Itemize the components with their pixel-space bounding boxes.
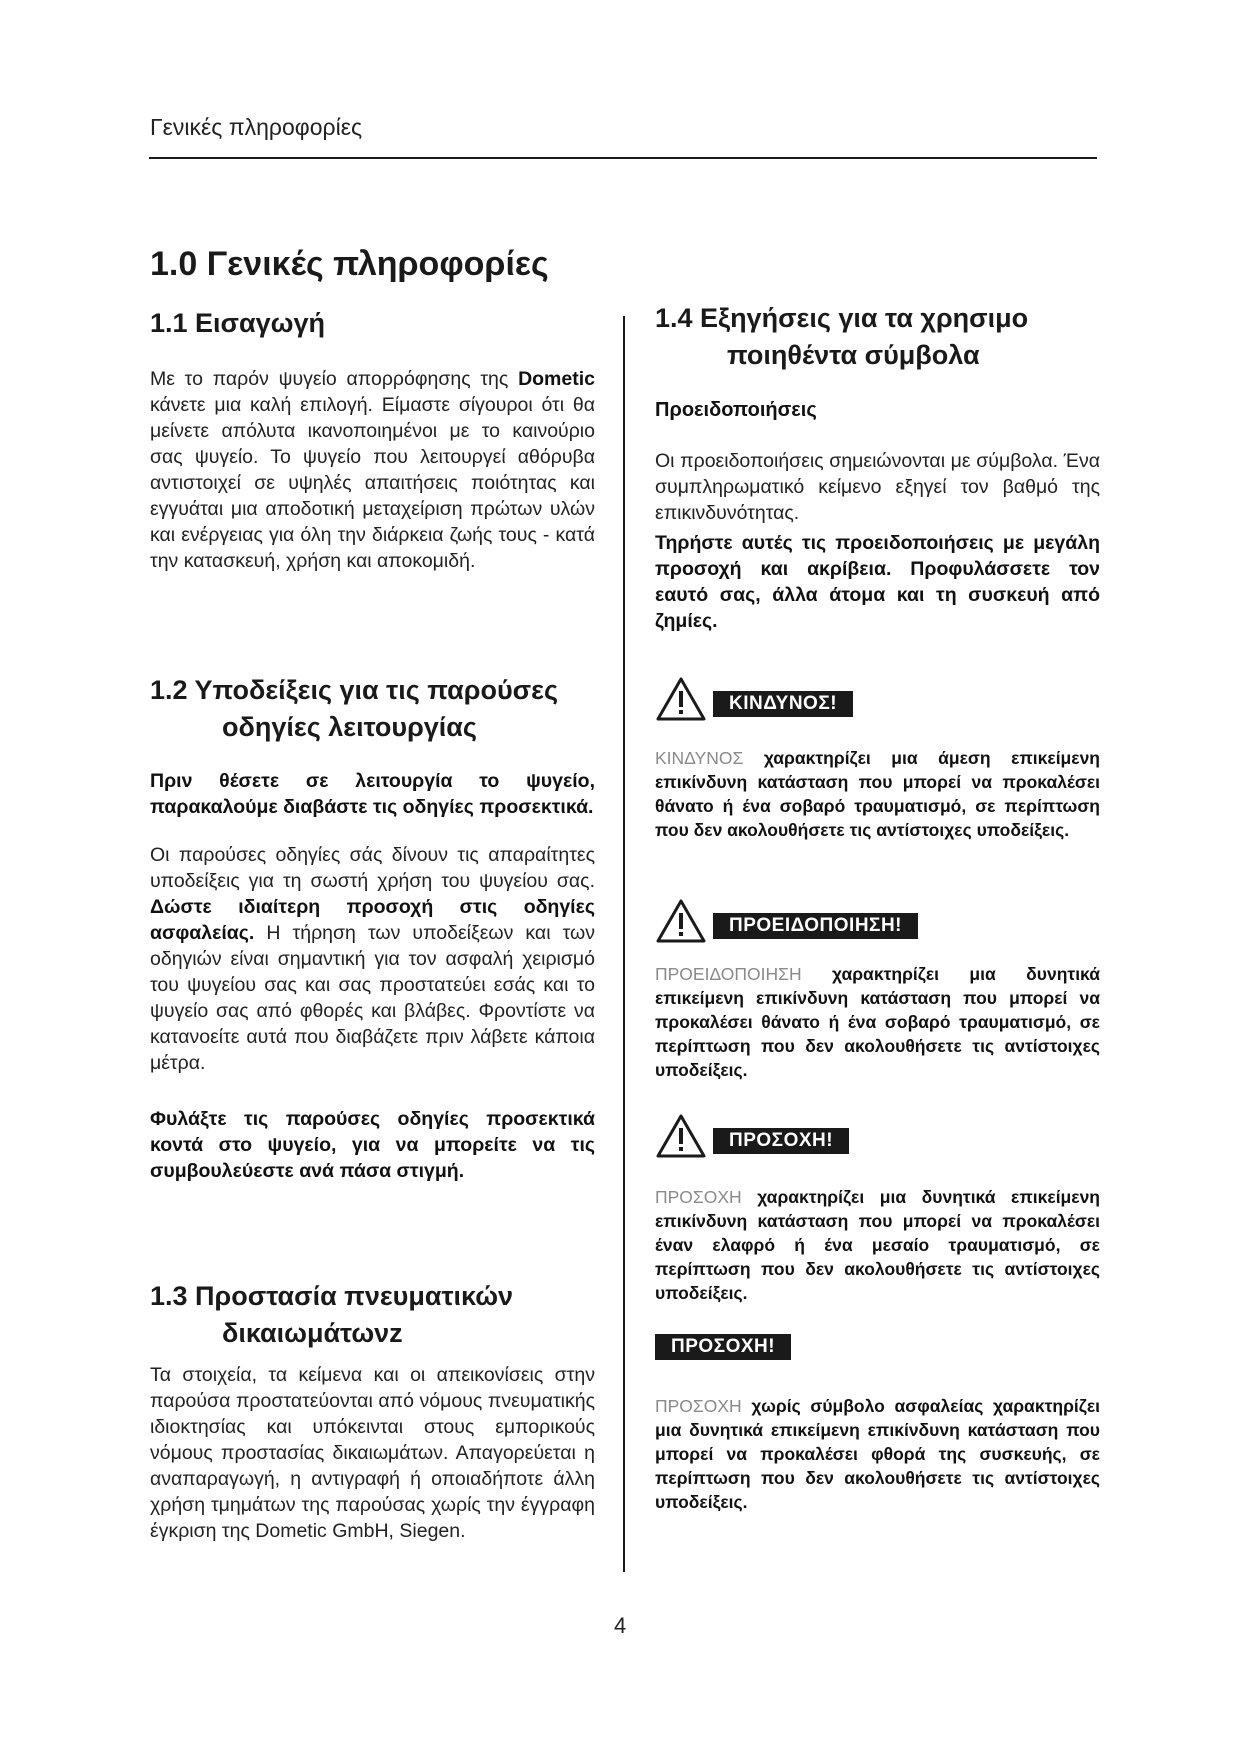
warning-text: ΠΡΟΕΙΔΟΠΟΙΗΣΗ χαρακτηρίζει μια δυνητικά επικείμενη επικίνδυνη κατάσταση που μπορεί να προκαλέσει θάνατο ή ένα σοβαρό τραυματισμό, σε περίπτωση που δεν ακολουθήσετε τις αντίστοιχες υποδείξεις. [655, 964, 1100, 1080]
section-1-3-heading: 1.3 Προστασία πνευματικών δικαιωμάτωνz [150, 1281, 514, 1348]
section-1-3-text: Τα στοιχεία, τα κείμενα και οι απεικονίσεις στην παρούσα προστατεύονται από νόμους πνευματικής ιδιοκτησίας και υπόκεινται στους εμπορικούς νόμους προστασίας δικαιωμάτων. Απαγορεύεται η αναπαραγωγή, η αντιγραφή ή οποιαδήποτε άλλη χρήση τμημάτων της παρούσας χωρίς την έγγραφη έγκριση της Dometic GmbH, Siegen. [150, 1364, 595, 1542]
section-1-2-note-keep: Φυλάξτε τις παρούσες οδηγίες προσεκτικά κοντά στο ψυγείο, για να μπορείτε να τις συμβουλεύεστε ανά πάσα στιγμή. [150, 1108, 595, 1182]
caution-text: ΠΡΟΣΟΧΗ χαρακτηρίζει μια δυνητικά επικείμενη επικίνδυνη κατάσταση που μπορεί να προκαλέσει έναν ελαφρό ή ένα μεσαίο τραυματισμό, σε περίπτωση που δεν ακολουθήσετε τις αντίστοιχες υποδείξεις. [655, 1187, 1100, 1303]
section-1-4-note: Τηρήστε αυτές τις προειδοποιήσεις με μεγάλη προσοχή και ακρίβεια. Προφυλάσσετε τον εαυτό σας, άλλα άτομα και τη συσκευή από ζημίες. [655, 532, 1100, 632]
warning-triangle-icon [655, 676, 707, 722]
section-1-4-text: Οι προειδοποιήσεις σημειώνονται με σύμβολα. Ένα συμπληρωματικό κείμενο εξηγεί τον βαθμό της επικινδυνότητας. [655, 450, 1100, 524]
brand-name: Dometic [518, 368, 595, 390]
column-divider [623, 316, 625, 1572]
warning-signal [655, 898, 918, 944]
warning-triangle-icon [655, 1113, 707, 1159]
chapter-title: 1.0 Γενικές πληροφορίες [150, 245, 549, 283]
danger-text: ΚΙΝΔΥΝΟΣ χαρακτηρίζει μια άμεση επικείμενη επικίνδυνη κατάσταση που μπορεί να προκαλέσει θάνατο ή ένα σοβαρό τραυματισμό, σε περίπτωση που δεν ακολουθήσετε τις αντίστοιχες υποδείξεις. [655, 748, 1100, 840]
running-header: Γενικές πληροφορίες [150, 114, 363, 140]
notice-label: ΠΡΟΣΟΧΗ! [655, 1334, 791, 1360]
header-rule [149, 157, 1097, 159]
section-1-2-text: Οι παρούσες οδηγίες σάς δίνουν τις απαραίτητες υποδείξεις για τη σωστή χρήση του ψυγείου σας. Δώστε ιδιαίτερη προσοχή στις οδηγίες ασφαλείας. Η τήρηση των υποδείξεων και των οδηγιών είναι σημαντική για τον ασφαλή χειρισμό του ψυγείου σας και σας προστατεύει εσάς και το ψυγείο σας από φθορές και βλάβες. Φροντίστε να κατανοείτε αυτά που διαβάζετε πριν λάβετε κάποια μέτρα. [150, 844, 595, 1074]
caution-signal [655, 1113, 849, 1159]
section-1-2-heading: 1.2 Υποδείξεις για τις παρούσες οδηγίες λειτουργίας [150, 675, 559, 742]
danger-label: ΚΙΝΔΥΝΟΣ! [713, 691, 853, 717]
danger-signal [655, 676, 853, 722]
notice-signal [655, 1334, 791, 1360]
caution-label: ΠΡΟΣΟΧΗ! [713, 1128, 849, 1154]
notice-text: ΠΡΟΣΟΧΗ χωρίς σύμβολο ασφαλείας χαρακτηρίζει μια δυνητικά επικείμενη επικίνδυνη κατάσταση που μπορεί να προκαλέσει φθορά της συσκευής, σε περίπτωση που δεν ακολουθήσετε τις αντίστοιχες υποδείξεις. [655, 1396, 1100, 1512]
section-1-4-heading: 1.4 Εξηγήσεις για τα χρησιμο ποιηθέντα σύμβολα [655, 303, 1029, 370]
section-1-2-note-read: Πριν θέσετε σε λειτουργία το ψυγείο, παρακαλούμε διαβάστε τις οδηγίες προσεκτικά. [150, 770, 595, 818]
page-number: 4 [614, 1613, 627, 1638]
warnings-subheading: Προειδοποιήσεις [655, 399, 817, 421]
warning-label: ΠΡΟΕΙΔΟΠΟΙΗΣΗ! [713, 913, 918, 939]
section-1-1-heading: 1.1 Εισαγωγή [150, 308, 325, 338]
warning-triangle-icon [655, 898, 707, 944]
section-1-1-text: Με το παρόν ψυγείο απορρόφησης της Dometic κάνετε μια καλή επιλογή. Είμαστε σίγουροι ότι θα μείνετε απόλυτα ικανοποιημένοι με το καινούριο σας ψυγείο. Το ψυγείο που λειτουργεί αθόρυβα αντιστοιχεί σε υψηλές απαιτήσεις ποιότητας και εγγυάται μια αποδοτική μεταχείριση πρώτων υλών και ενέργειας για όλη την διάρκεια ζωής τους - κατά την κατασκευή, χρήση και αποκομιδή. [150, 368, 595, 572]
